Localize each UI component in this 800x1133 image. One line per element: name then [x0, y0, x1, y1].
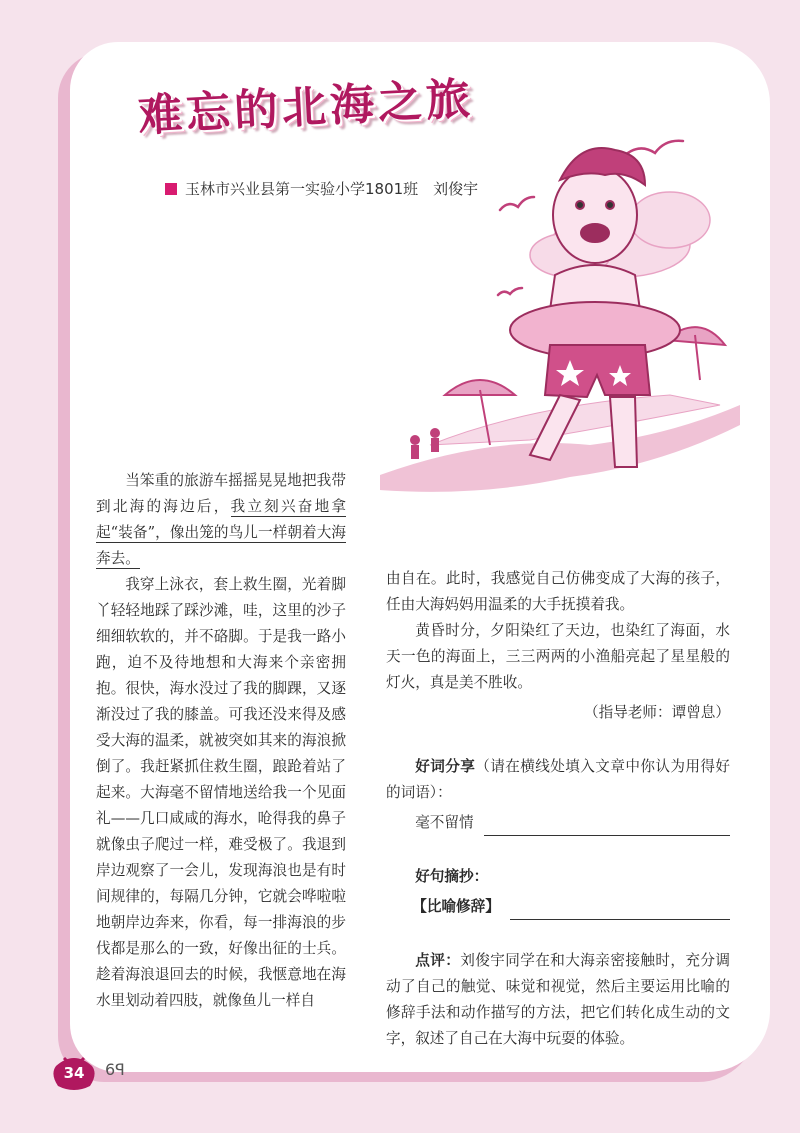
word-answer-line[interactable]	[484, 817, 730, 836]
square-marker-icon	[165, 183, 177, 195]
word-share-label: 好词分享	[415, 758, 476, 775]
article-title: 难忘的北海之旅	[136, 73, 476, 142]
paragraph-2: 我穿上泳衣，套上救生圈，光着脚丫轻轻地踩了踩沙滩，哇，这里的沙子细细软软的，并不硌脚。于是我一路小跑，迫不及待地想和大海来个亲密拥抱。很快，海水没过了我的脚踝，又逐渐没过了我的膝盖。可我还没来得及感受大海的温柔，就被突如其来的海浪掀倒了。我赶紧抓住救生圈，踉跄着站了起来。大海毫不留情地送给我一个见面礼——几口咸咸的海水，呛得我的鼻子就像虫子爬过一样，难受极了。我退到岸边观察了一会儿，发现海浪也是有时间规律的，每隔几分钟，它就会哗啦啦地朝岸边奔来，你看，每一排海浪的步伐都是那么的一致，好像出征的士兵。趁着海浪退回去的时候，我惬意地在海水里划动着四肢，就像鱼儿一样自	[96, 576, 346, 1009]
footer-mark: 6ꟼ	[105, 1060, 125, 1079]
underlined-sentence: 我立刻兴奋地拿起“装备”，像出笼的鸟儿一样朝着大海奔去。	[96, 498, 346, 567]
word-share-section	[386, 754, 730, 806]
paragraph-3: 黄昏时分，夕阳染红了天边，也染红了海面，水天一色的海面上，三三两两的小渔船亮起了星星般的灯火，真是美不胜收。	[386, 622, 730, 691]
paragraph-2-continued: 由自在。此时，我感觉自己仿佛变成了大海的孩子，任由大海妈妈用温柔的大手抚摸着我。	[386, 570, 730, 613]
sentence-copy-section	[386, 864, 730, 890]
paragraph-1-lead: 当笨重的旅游车摇摇晃晃地把我带到北海的海边后，	[96, 472, 346, 515]
rhetoric-fill-row	[386, 894, 730, 920]
rhetoric-label: 【比喻修辞】	[412, 898, 500, 915]
author-text: 玉林市兴业县第一实验小学1801班 刘俊宇	[185, 180, 479, 198]
beach-boy-illustration	[370, 105, 750, 505]
word-share-instruction: （请在横线处填入文章中你认为用得好的词语）：	[386, 758, 730, 801]
sentence-answer-line[interactable]	[510, 901, 730, 920]
sentence-copy-label: 好句摘抄：	[415, 868, 489, 885]
teacher-credit: （指导老师：谭曾息）	[584, 704, 730, 721]
word-1: 毫不留情	[415, 814, 474, 831]
comment-paragraph	[386, 948, 730, 1052]
paragraph-1	[96, 468, 346, 572]
comment-label: 点评：	[415, 952, 461, 969]
page-number: 34	[63, 1064, 85, 1082]
article-column-left	[96, 468, 346, 1014]
comment-text: 刘俊宇同学在和大海亲密接触时，充分调动了自己的触觉、味觉和视觉，然后主要运用比喻的修辞手法和动作描写的方法，把它们转化成生动的文字，叙述了自己在大海中玩耍的体验。	[386, 952, 730, 1047]
page-number-badge	[50, 1052, 98, 1092]
word-fill-row	[386, 810, 730, 836]
article-column-right	[386, 566, 730, 1052]
